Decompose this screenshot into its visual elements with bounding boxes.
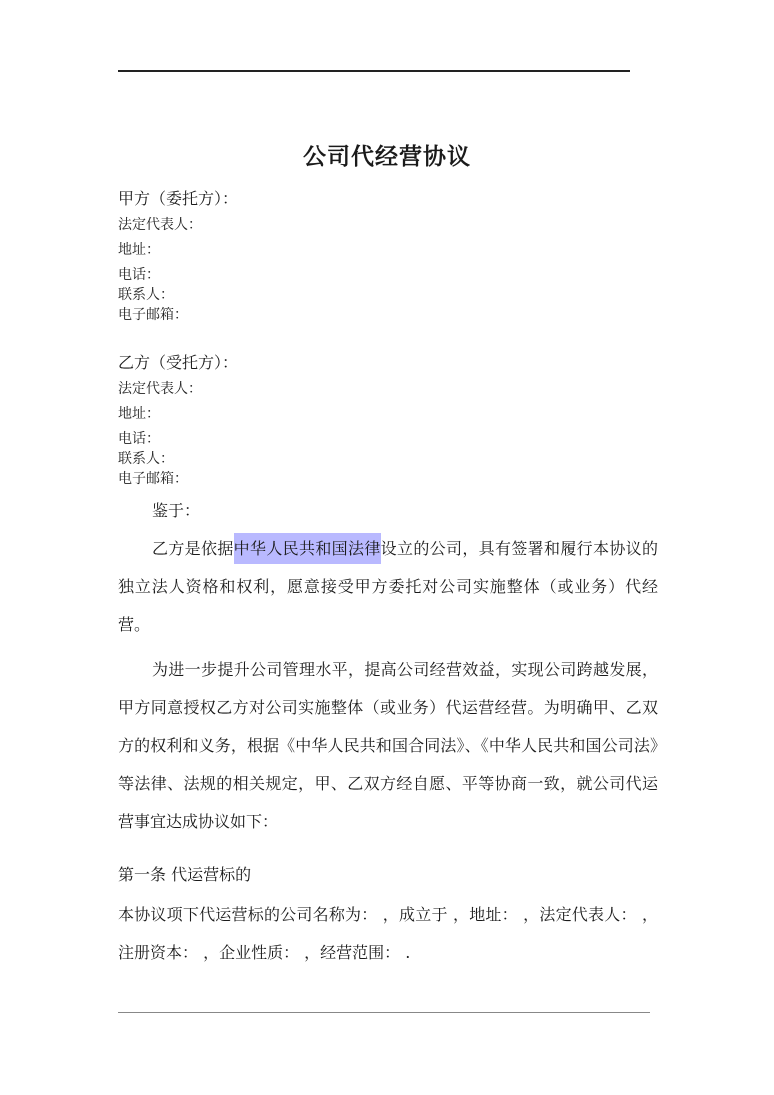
party-b-heading: 乙方（受托方）：: [118, 353, 239, 372]
party-b-legal-rep: 法定代表人：: [118, 381, 202, 397]
para1-text-start: 乙方是依据: [152, 539, 234, 558]
party-b-contact: 联系人：: [118, 451, 174, 467]
party-a-contact: 联系人：: [118, 287, 174, 303]
footer-rule: [118, 1012, 650, 1013]
highlighted-text[interactable]: 中华人民共和国法律: [234, 533, 381, 564]
party-a-address: 地址：: [118, 242, 160, 258]
party-b-email: 电子邮箱：: [118, 471, 188, 487]
party-a-legal-rep: 法定代表人：: [118, 217, 202, 233]
party-a-phone: 电话：: [118, 267, 160, 283]
paragraph-1: [118, 530, 658, 644]
whereas-label: 鉴于：: [152, 501, 201, 520]
header-rule: [118, 70, 630, 72]
article-1-body: 本协议项下代运营标的公司名称为： ，成立于 ，地址： ，法定代表人： ，注册资本： ，企业性质： ，经营范围： .: [118, 905, 658, 962]
para1-text-end: 设立的公司，具有签署和履行本协议的独立法人资格和权利，愿意接受甲方委托对公司实施整体（或业务）代经营。: [118, 539, 658, 634]
party-a-email: 电子邮箱：: [118, 307, 188, 323]
document-title: 公司代经营协议: [303, 144, 471, 170]
party-a-heading: 甲方（委托方）：: [118, 189, 239, 208]
article-1-title: 第一条 代运营标的: [118, 865, 252, 884]
party-b-phone: 电话：: [118, 431, 160, 447]
party-b-address: 地址：: [118, 406, 160, 422]
paragraph-2: 为进一步提升公司管理水平，提高公司经营效益，实现公司跨越发展，甲方同意授权乙方对公司实施整体（或业务）代运营经营。为明确甲、乙双方的权利和义务，根据《中华人民共和国合同法》、《中华人民共和国公司法》等法律、法规的相关规定，甲、乙双方经自愿、平等协商一致，就公司代运营事宜达成协议如下：: [118, 660, 658, 831]
